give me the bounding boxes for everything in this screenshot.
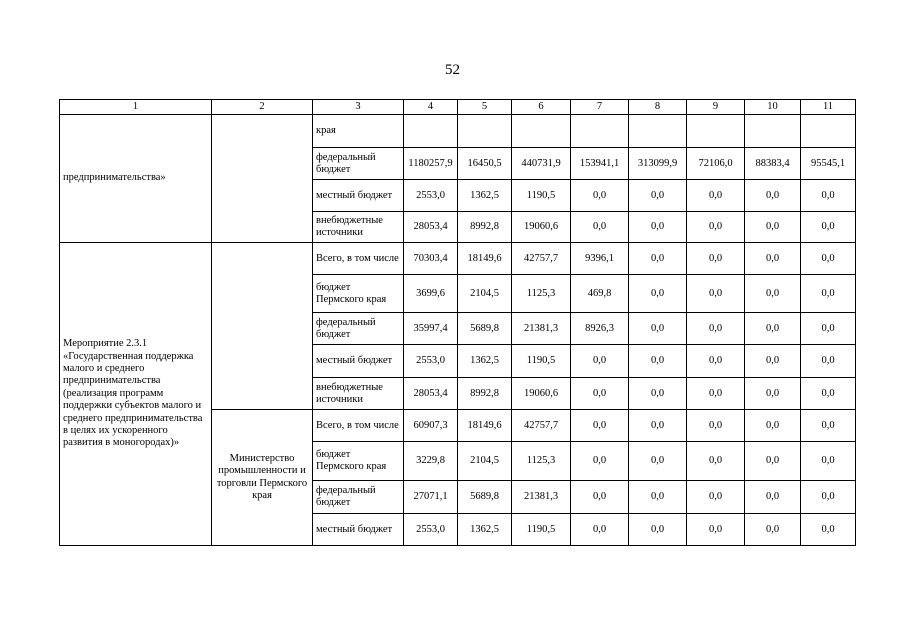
value-cell: 0,0 [629,378,687,410]
column-header: 7 [571,100,629,115]
value-cell: 60907,3 [404,410,458,442]
value-cell: 0,0 [629,313,687,345]
value-cell: 0,0 [801,243,856,275]
value-cell: 0,0 [629,514,687,546]
value-cell: 35997,4 [404,313,458,345]
budget-table [59,99,856,546]
column-header: 3 [313,100,404,115]
value-cell: 0,0 [687,442,745,481]
value-cell: 16450,5 [458,148,512,180]
column-header: 9 [687,100,745,115]
value-cell: 0,0 [571,345,629,378]
value-cell: 0,0 [571,410,629,442]
funding-source: федеральный бюджет [313,313,404,345]
funding-source: федеральный бюджет [313,481,404,514]
value-cell: 21381,3 [512,481,571,514]
value-cell: 0,0 [745,345,801,378]
funding-source: местный бюджет [313,345,404,378]
value-cell [629,115,687,148]
value-cell: 3699,6 [404,275,458,313]
funding-source: бюджет Пермского края [313,442,404,481]
value-cell [687,115,745,148]
funding-source: внебюджетные источники [313,378,404,410]
value-cell: 0,0 [571,180,629,212]
value-cell: 70303,4 [404,243,458,275]
value-cell: 0,0 [745,212,801,243]
value-cell: 1125,3 [512,275,571,313]
column-header: 11 [801,100,856,115]
value-cell: 1362,5 [458,345,512,378]
value-cell: 0,0 [745,442,801,481]
funding-source: края [313,115,404,148]
funding-source: федеральный бюджет [313,148,404,180]
column-header: 1 [60,100,212,115]
funding-source: местный бюджет [313,180,404,212]
value-cell: 0,0 [571,378,629,410]
value-cell: 0,0 [571,481,629,514]
value-cell: 0,0 [629,345,687,378]
value-cell: 0,0 [687,212,745,243]
activity-cell: предпринимательства» [60,115,212,243]
value-cell: 1362,5 [458,180,512,212]
value-cell: 18149,6 [458,243,512,275]
value-cell: 0,0 [571,514,629,546]
value-cell: 5689,8 [458,313,512,345]
value-cell: 0,0 [571,442,629,481]
value-cell: 0,0 [629,180,687,212]
value-cell: 469,8 [571,275,629,313]
funding-source: бюджет Пермского края [313,275,404,313]
funding-source: местный бюджет [313,514,404,546]
value-cell: 0,0 [629,481,687,514]
value-cell: 0,0 [745,378,801,410]
value-cell: 27071,1 [404,481,458,514]
value-cell: 2104,5 [458,275,512,313]
value-cell: 2553,0 [404,514,458,546]
value-cell: 0,0 [687,313,745,345]
value-cell: 0,0 [687,275,745,313]
value-cell: 0,0 [745,514,801,546]
value-cell: 8926,3 [571,313,629,345]
table-row [60,115,856,148]
value-cell: 0,0 [745,243,801,275]
value-cell: 0,0 [687,514,745,546]
value-cell: 8992,8 [458,212,512,243]
value-cell: 95545,1 [801,148,856,180]
value-cell: 72106,0 [687,148,745,180]
value-cell: 153941,1 [571,148,629,180]
value-cell: 440731,9 [512,148,571,180]
value-cell: 28053,4 [404,212,458,243]
value-cell: 1362,5 [458,514,512,546]
value-cell [512,115,571,148]
value-cell: 0,0 [687,180,745,212]
value-cell: 0,0 [687,345,745,378]
value-cell: 3229,8 [404,442,458,481]
column-header: 6 [512,100,571,115]
header-row [60,100,856,115]
executor-cell: Министерство промышленности и торговли Пермского края [212,410,313,546]
value-cell: 5689,8 [458,481,512,514]
value-cell: 0,0 [745,481,801,514]
value-cell: 0,0 [801,313,856,345]
value-cell: 42757,7 [512,410,571,442]
value-cell: 0,0 [629,442,687,481]
value-cell: 19060,6 [512,212,571,243]
value-cell: 0,0 [801,514,856,546]
column-header: 8 [629,100,687,115]
column-header: 2 [212,100,313,115]
executor-cell [212,243,313,410]
value-cell: 0,0 [745,410,801,442]
value-cell: 0,0 [571,212,629,243]
value-cell: 0,0 [629,275,687,313]
value-cell: 0,0 [801,378,856,410]
table-row [60,243,856,275]
value-cell: 8992,8 [458,378,512,410]
funding-source: Всего, в том числе [313,410,404,442]
value-cell [801,115,856,148]
value-cell: 0,0 [687,378,745,410]
activity-cell: Мероприятие 2.3.1 «Государственная поддержка малого и среднего предпринимательства (реализация программ поддержки субъектов малого и среднего предпринимательства в целях их ускоренного развития в моногородах)» [60,243,212,546]
value-cell: 0,0 [801,212,856,243]
value-cell: 0,0 [801,345,856,378]
value-cell: 0,0 [687,481,745,514]
value-cell: 0,0 [801,410,856,442]
value-cell: 0,0 [629,243,687,275]
value-cell: 0,0 [745,180,801,212]
value-cell: 9396,1 [571,243,629,275]
value-cell: 0,0 [745,313,801,345]
value-cell: 2553,0 [404,345,458,378]
value-cell: 0,0 [629,410,687,442]
value-cell: 1190,5 [512,345,571,378]
value-cell: 0,0 [801,275,856,313]
value-cell: 0,0 [745,275,801,313]
value-cell: 19060,6 [512,378,571,410]
value-cell [571,115,629,148]
value-cell: 21381,3 [512,313,571,345]
executor-cell [212,115,313,243]
funding-source: внебюджетные источники [313,212,404,243]
value-cell: 0,0 [629,212,687,243]
value-cell: 0,0 [687,410,745,442]
value-cell: 1190,5 [512,514,571,546]
value-cell: 88383,4 [745,148,801,180]
value-cell: 0,0 [801,442,856,481]
value-cell [745,115,801,148]
value-cell: 1125,3 [512,442,571,481]
value-cell: 42757,7 [512,243,571,275]
value-cell: 28053,4 [404,378,458,410]
column-header: 4 [404,100,458,115]
value-cell: 0,0 [801,180,856,212]
value-cell: 313099,9 [629,148,687,180]
value-cell: 18149,6 [458,410,512,442]
value-cell: 2553,0 [404,180,458,212]
value-cell: 2104,5 [458,442,512,481]
value-cell: 0,0 [801,481,856,514]
value-cell: 0,0 [687,243,745,275]
column-header: 5 [458,100,512,115]
column-header: 10 [745,100,801,115]
funding-source: Всего, в том числе [313,243,404,275]
value-cell [404,115,458,148]
value-cell [458,115,512,148]
page-number: 52 [445,62,460,78]
value-cell: 1190,5 [512,180,571,212]
value-cell: 1180257,9 [404,148,458,180]
